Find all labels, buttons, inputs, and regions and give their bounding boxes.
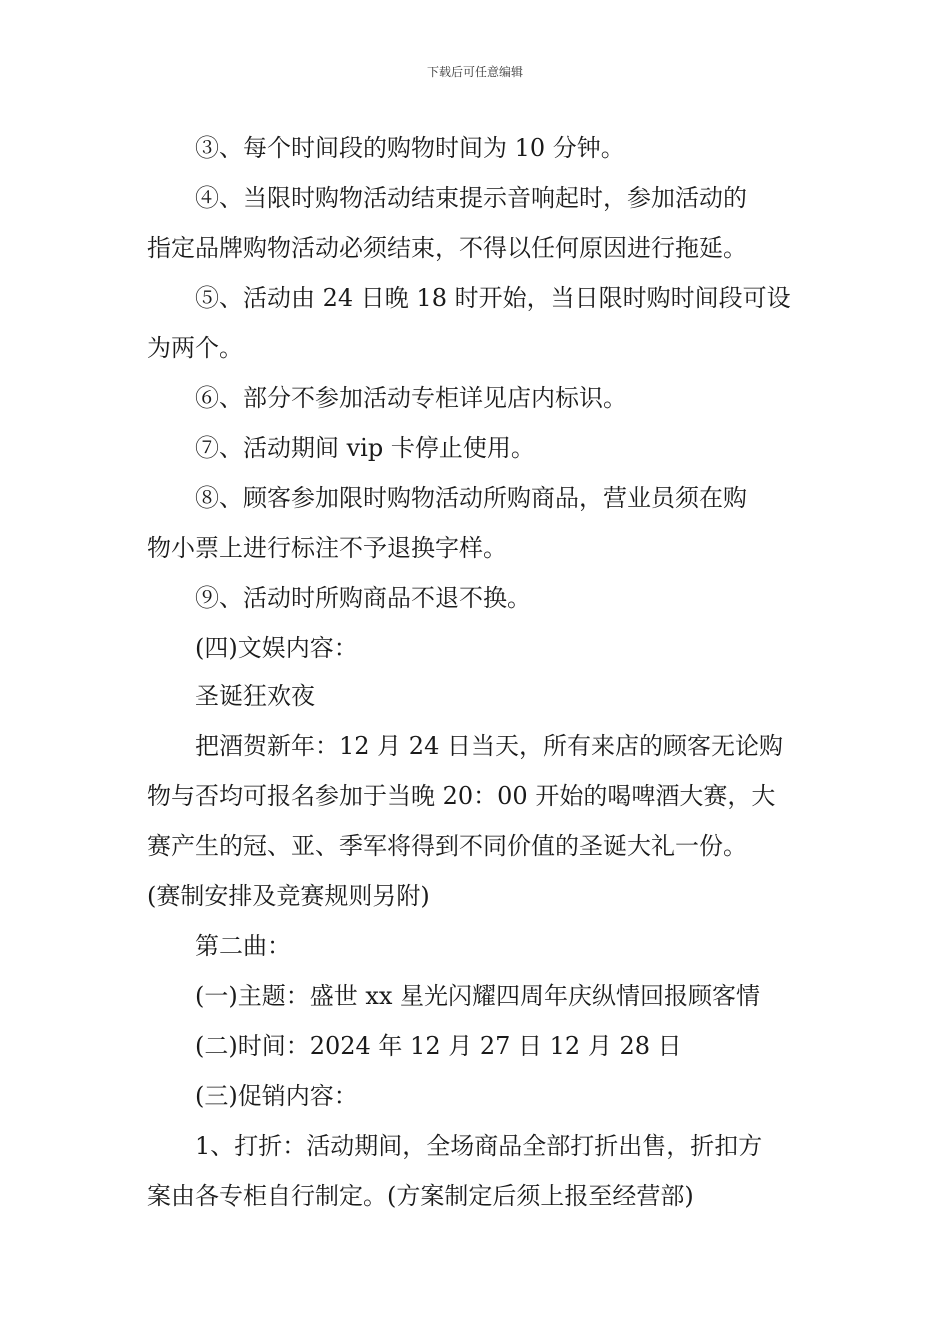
text-line: ⑨、活动时所购商品不退不换。 [195, 584, 531, 612]
text-line: 把酒贺新年：12 月 24 日当天，所有来店的顾客无论购 [195, 732, 783, 760]
text-line: 赛产生的冠、亚、季军将得到不同价值的圣诞大礼一份。 [147, 832, 747, 860]
text-line: ③、每个时间段的购物时间为 10 分钟。 [195, 134, 625, 162]
text-line: 为两个。 [147, 334, 243, 362]
text-line: (赛制安排及竞赛规则另附) [147, 882, 430, 910]
text-line: ⑤、活动由 24 日晚 18 时开始，当日限时购时间段可设 [195, 284, 791, 312]
text-line: ④、当限时购物活动结束提示音响起时，参加活动的 [195, 184, 747, 212]
section-heading: (三)促销内容： [195, 1082, 358, 1110]
text-line: 物小票上进行标注不予退换字样。 [147, 534, 507, 562]
section-heading: (四)文娱内容： [195, 634, 358, 662]
page-header: 下载后可任意编辑 [426, 65, 523, 79]
text-line: 物与否均可报名参加于当晚 20：00 开始的喝啤酒大赛，大 [147, 782, 776, 810]
subheading: 圣诞狂欢夜 [195, 682, 315, 710]
text-line: 1、打折：活动期间，全场商品全部打折出售，折扣方 [195, 1132, 763, 1160]
text-line: 案由各专柜自行制定。(方案制定后须上报至经营部) [147, 1182, 694, 1210]
text-line: ⑦、活动期间 vip 卡停止使用。 [195, 434, 535, 462]
text-line: 指定品牌购物活动必须结束，不得以任何原因进行拖延。 [147, 234, 747, 262]
section-heading: 第二曲： [195, 932, 291, 960]
text-line: ⑧、顾客参加限时购物活动所购商品，营业员须在购 [195, 484, 747, 512]
text-line: (二)时间：2024 年 12 月 27 日 12 月 28 日 [195, 1032, 682, 1060]
text-line: ⑥、部分不参加活动专柜详见店内标识。 [195, 384, 627, 412]
text-line: (一)主题：盛世 xx 星光闪耀四周年庆纵情回报顾客情 [195, 982, 761, 1010]
